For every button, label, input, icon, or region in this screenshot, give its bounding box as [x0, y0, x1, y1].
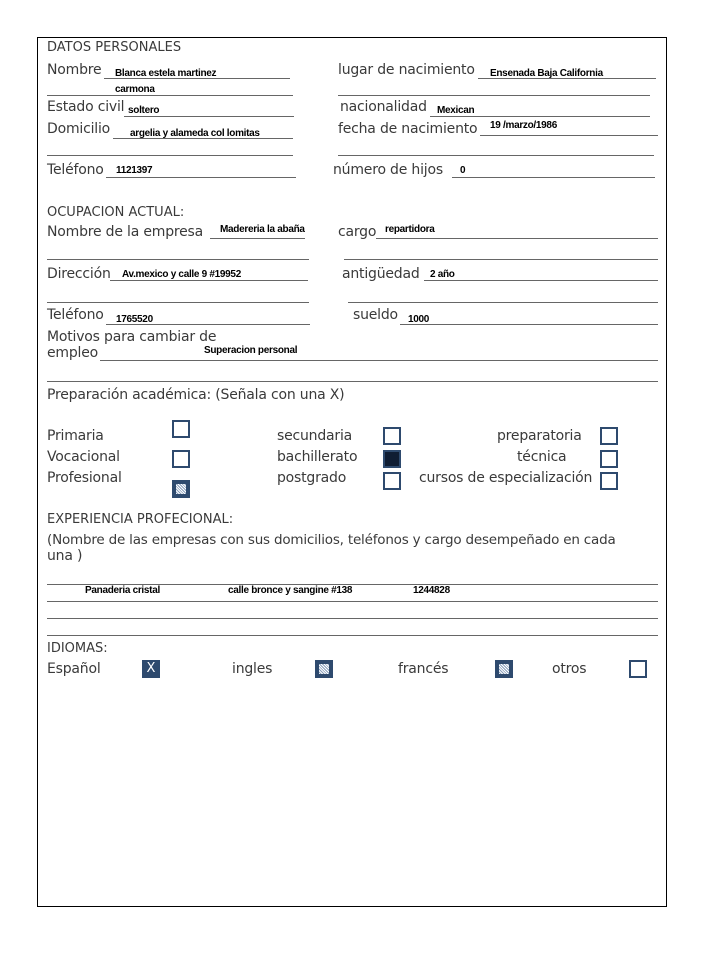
tecnica-checkbox[interactable] [600, 450, 618, 468]
primaria-label: Primaria [47, 428, 104, 444]
fecha-nacimiento-label: fecha de nacimiento [338, 121, 478, 137]
motivos-label-2: empleo [47, 345, 99, 361]
preparatoria-checkbox[interactable] [600, 427, 618, 445]
section-title-personal: DATOS PERSONALES [47, 40, 182, 55]
empresa-value[interactable]: Madereria la abaña [220, 224, 305, 235]
estado-civil-label: Estado civil [47, 99, 125, 115]
telefono-value[interactable]: 1121397 [116, 165, 153, 176]
motivos-value[interactable]: Superacion personal [204, 345, 298, 356]
experiencia-subtitle: (Nombre de las empresas con sus domicilios, teléfonos y cargo desempeñado en cada [47, 532, 616, 548]
estado-civil-value[interactable]: soltero [128, 105, 160, 116]
experiencia-telefono[interactable]: 1244828 [413, 585, 450, 596]
sueldo-label: sueldo [353, 307, 398, 323]
hijos-label: número de hijos [333, 162, 443, 178]
domicilio-value[interactable]: argelia y alameda col lomitas [130, 128, 260, 139]
espanol-checkbox[interactable]: X [142, 660, 160, 678]
nombre-value[interactable]: Blanca estela martinez [115, 68, 217, 79]
postgrado-checkbox[interactable] [383, 472, 401, 490]
academica-title: Preparación académica: (Señala con una X) [47, 387, 345, 403]
postgrado-label: postgrado [277, 470, 347, 486]
experiencia-subtitle-2: una ) [47, 548, 83, 564]
nombre-value-2[interactable]: carmona [115, 84, 155, 95]
empresa-label: Nombre de la empresa [47, 224, 204, 240]
espanol-label: Español [47, 661, 101, 677]
telefono-empresa-value[interactable]: 1765520 [116, 314, 153, 325]
section-title-idiomas: IDIOMAS: [47, 641, 108, 656]
experiencia-domicilio[interactable]: calle bronce y sangine #138 [228, 585, 353, 596]
antiguedad-value[interactable]: 2 año [430, 269, 455, 280]
cargo-value[interactable]: repartidora [385, 224, 435, 235]
secundaria-label: secundaria [277, 428, 353, 444]
vocacional-checkbox[interactable] [172, 450, 190, 468]
domicilio-label: Domicilio [47, 121, 111, 137]
lugar-label: lugar de nacimiento [338, 62, 475, 78]
frances-label: francés [398, 661, 449, 677]
secundaria-checkbox[interactable] [383, 427, 401, 445]
motivos-label: Motivos para cambiar de [47, 329, 217, 345]
profesional-checkbox[interactable] [172, 480, 190, 498]
cargo-label: cargo [338, 224, 377, 240]
otros-label: otros [552, 661, 587, 677]
nacionalidad-label: nacionalidad [340, 99, 427, 115]
section-title-experiencia: EXPERIENCIA PROFECIONAL: [47, 512, 234, 527]
bachillerato-checkbox[interactable] [383, 450, 401, 468]
nombre-label: Nombre [47, 62, 102, 78]
antiguedad-label: antigüedad [342, 266, 420, 282]
lugar-value[interactable]: Ensenada Baja California [490, 68, 603, 79]
cursos-label: cursos de especialización [419, 470, 593, 486]
direccion-label: Dirección [47, 266, 111, 282]
frances-checkbox[interactable] [495, 660, 513, 678]
experiencia-empresa[interactable]: Panaderia cristal [85, 585, 160, 596]
vocacional-label: Vocacional [47, 449, 120, 465]
tecnica-label: técnica [517, 449, 567, 465]
primaria-checkbox[interactable] [172, 420, 190, 438]
ingles-label: ingles [232, 661, 273, 677]
sueldo-value[interactable]: 1000 [408, 314, 430, 325]
section-title-ocupacion: OCUPACION ACTUAL: [47, 205, 185, 220]
telefono-label: Teléfono [47, 162, 104, 178]
bachillerato-label: bachillerato [277, 449, 358, 465]
profesional-label: Profesional [47, 470, 122, 486]
cursos-checkbox[interactable] [600, 472, 618, 490]
otros-checkbox[interactable] [629, 660, 647, 678]
hijos-value[interactable]: 0 [460, 165, 466, 176]
nacionalidad-value[interactable]: Mexican [437, 105, 475, 116]
direccion-value[interactable]: Av.mexico y calle 9 #19952 [122, 269, 241, 280]
fecha-nacimiento-value[interactable]: 19 /marzo/1986 [490, 120, 557, 131]
preparatoria-label: preparatoria [497, 428, 582, 444]
ingles-checkbox[interactable] [315, 660, 333, 678]
telefono-empresa-label: Teléfono [47, 307, 104, 323]
